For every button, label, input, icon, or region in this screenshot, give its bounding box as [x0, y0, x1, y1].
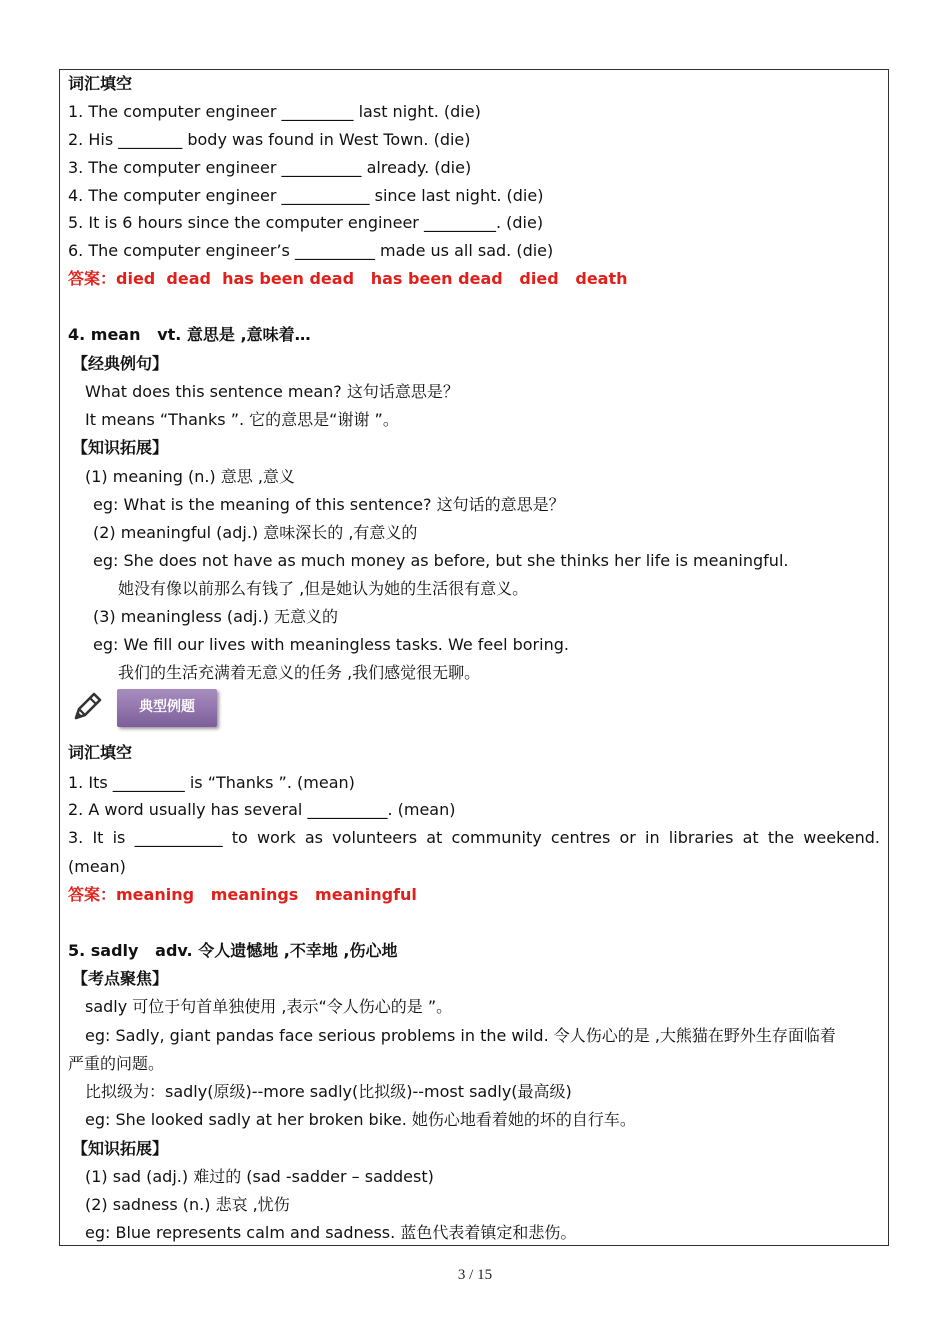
- exercise-item: 1. The computer engineer _________ last night. (die): [68, 102, 481, 121]
- pencil-icon: [70, 688, 106, 724]
- example-sentence: What does this sentence mean? 这句话意思是？: [85, 382, 459, 401]
- expand-point: (2) sadness (n.) 悲哀 ,忧伤: [85, 1195, 290, 1214]
- answer-line: 答案：died dead has been dead has been dead died death: [68, 269, 628, 288]
- example-sentence: eg: Sadly, giant pandas face serious problems in the wild. 令人伤心的是 ,大熊猫在野外生存面临着: [85, 1026, 836, 1045]
- expand-translation: 我们的生活充满着无意义的任务 ,我们感觉很无聊。: [118, 663, 481, 682]
- exercise-item: 5. It is 6 hours since the computer engineer _________. (die): [68, 213, 544, 232]
- comparison-note: 比拟级为：sadly(原级)--more sadly(比拟级)--most sadly(最高级): [85, 1082, 572, 1101]
- exercise-item-cont: (mean): [68, 857, 126, 876]
- exercise-item: 1. Its _________ is “Thanks ”. (mean): [68, 773, 355, 792]
- expand-point: (3) meaningless (adj.) 无意义的: [93, 607, 338, 626]
- section-heading: 词汇填空: [68, 743, 133, 762]
- expand-label: 【知识拓展】: [72, 438, 169, 457]
- exercise-item: 3. It is ___________ to work as volunteers at community centres or in libraries at the weekend.: [68, 828, 880, 847]
- example-sentence: It means “Thanks ”. 它的意思是“谢谢 ”。: [85, 410, 399, 429]
- expand-label: 【知识拓展】: [72, 1139, 169, 1158]
- exercise-item: 4. The computer engineer ___________ since last night. (die): [68, 186, 544, 205]
- focus-label: 【考点聚焦】: [72, 969, 169, 988]
- page-number: 3 / 15: [457, 1267, 493, 1283]
- expand-point: (1) sad (adj.) 难过的 (sad -sadder – saddest): [85, 1167, 434, 1186]
- vocab-title: 4. mean vt. 意思是 ,意味着…: [68, 325, 311, 344]
- section-heading: 词汇填空: [68, 74, 133, 93]
- typical-example-badge: 典型例题: [117, 689, 217, 727]
- classic-label: 【经典例句】: [72, 354, 169, 373]
- usage-note: sadly 可位于句首单独使用 ,表示“令人伤心的是 ”。: [85, 997, 453, 1016]
- expand-example: eg: Blue represents calm and sadness. 蓝色代表着镇定和悲伤。: [85, 1223, 577, 1242]
- expand-example: eg: What is the meaning of this sentence? 这句话的意思是？: [93, 495, 565, 514]
- expand-point: (2) meaningful (adj.) 意味深长的 ,有意义的: [93, 523, 418, 542]
- example-sentence-cont: 严重的问题。: [68, 1054, 165, 1073]
- exercise-item: 2. A word usually has several __________. (mean): [68, 800, 456, 819]
- answer-line: 答案：meaning meanings meaningful: [68, 885, 417, 904]
- example-sentence: eg: She looked sadly at her broken bike. 她伤心地看着她的坏的自行车。: [85, 1110, 636, 1129]
- expand-translation: 她没有像以前那么有钱了 ,但是她认为她的生活很有意义。: [118, 579, 529, 598]
- expand-example: eg: She does not have as much money as before, but she thinks her life is meaningful.: [93, 551, 789, 570]
- exercise-item: 6. The computer engineer’s __________ made us all sad. (die): [68, 241, 554, 260]
- expand-example: eg: We fill our lives with meaningless tasks. We feel boring.: [93, 635, 569, 654]
- vocab-title: 5. sadly adv. 令人遗憾地 ,不幸地 ,伤心地: [68, 941, 398, 960]
- exercise-item: 2. His ________ body was found in West Town. (die): [68, 130, 471, 149]
- expand-point: (1) meaning (n.) 意思 ,意义: [85, 467, 295, 486]
- exercise-item: 3. The computer engineer __________ already. (die): [68, 158, 472, 177]
